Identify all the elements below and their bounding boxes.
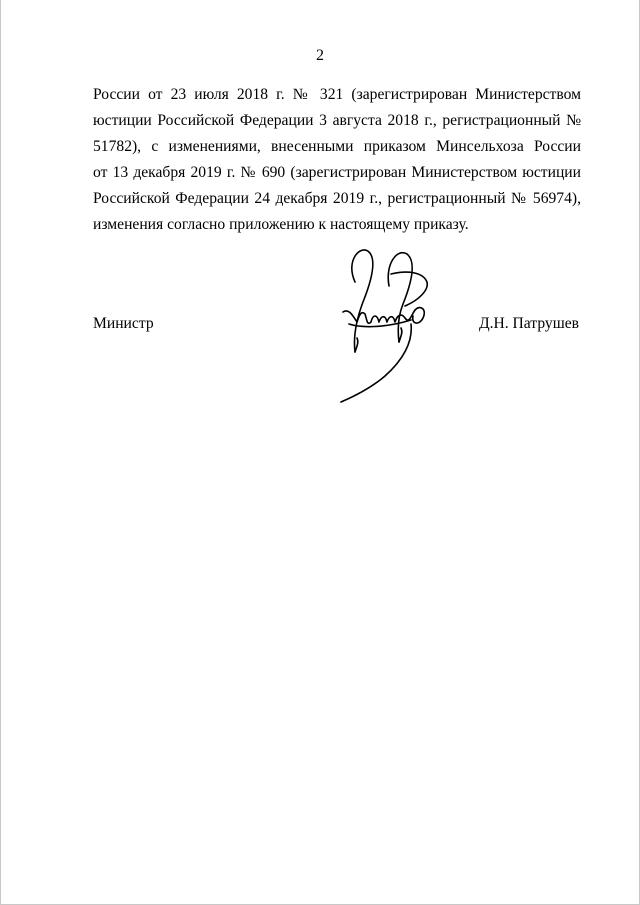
paragraph-line: России от 23 июля 2018 г. № 321 (зарегистрирован Министерством [93,86,581,103]
page-number: 2 [316,47,324,64]
paragraph-line: Российской Федерации 24 декабря 2019 г., регистрационный № 56974), [93,190,581,207]
body-paragraph [93,82,581,238]
paragraph-line: изменения согласно приложению к настоящему приказу. [93,216,469,233]
paragraph-line: юстиции Российской Федерации 3 августа 2018 г., регистрационный № [93,112,581,129]
paragraph-line: от 13 декабря 2019 г. № 690 (зарегистрирован Министерством юстиции [93,164,581,181]
paragraph-line: 51782), с изменениями, внесенными приказом Минсельхоза России [93,138,581,155]
handwritten-signature [331,242,441,404]
signer-position-title: Министр [93,315,154,332]
signer-name: Д.Н. Патрушев [478,315,579,332]
